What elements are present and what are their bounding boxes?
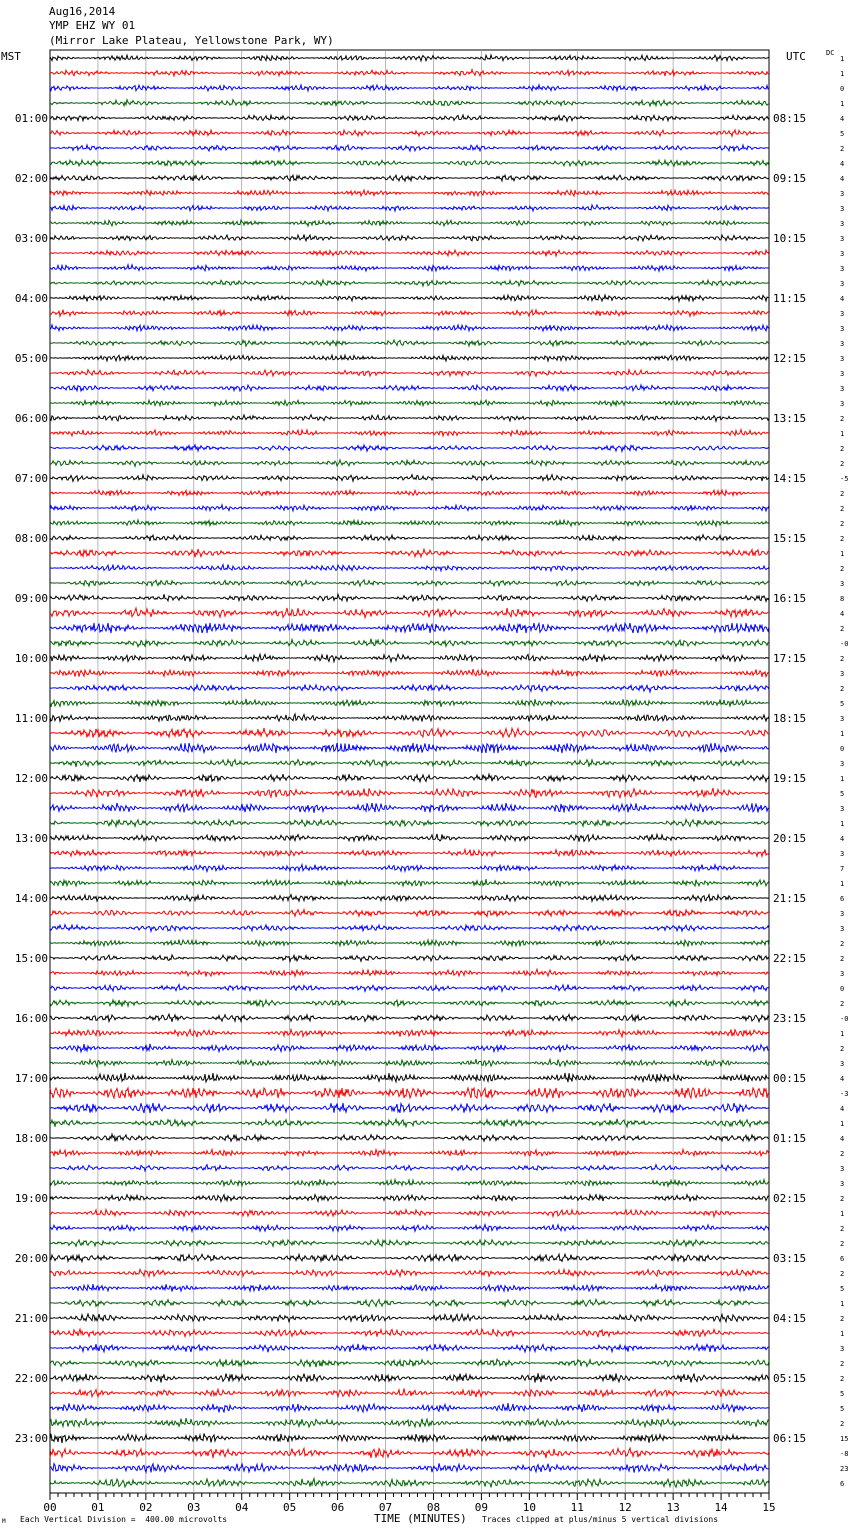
dc-offset-value: 2: [840, 490, 845, 498]
dc-offset-value: 2: [840, 520, 845, 528]
dc-offset-value: 3: [840, 715, 845, 723]
dc-offset-value: 3: [840, 385, 845, 393]
dc-offset-value: 2: [840, 1150, 845, 1158]
dc-offset-value: 4: [840, 1135, 845, 1143]
utc-hour-label: 21:15: [773, 892, 807, 905]
dc-offset-value: 2: [840, 145, 845, 153]
dc-offset-value: 3: [840, 340, 845, 348]
dc-offset-value: 3: [840, 265, 845, 273]
mst-hour-label: 21:00: [14, 1312, 48, 1325]
seismic-trace: [50, 549, 769, 557]
dc-offset-value: 2: [840, 1375, 845, 1383]
seismic-trace: [50, 1433, 769, 1443]
seismic-trace: [50, 623, 769, 633]
dc-offset-value: 2: [840, 625, 845, 633]
seismic-trace: [50, 819, 769, 826]
dc-offset-value: -0: [840, 640, 849, 648]
seismic-trace: [50, 370, 769, 377]
seismic-trace: [50, 565, 769, 571]
seismic-trace: [50, 1359, 769, 1367]
plot-frame: [50, 50, 769, 1493]
seismic-trace: [50, 699, 769, 707]
seismic-trace: [50, 505, 769, 511]
mst-hour-label: 09:00: [14, 592, 48, 605]
mst-hour-label: 13:00: [14, 832, 48, 845]
dc-offset-value: 5: [840, 1405, 845, 1413]
seismic-trace: [50, 1329, 769, 1337]
seismic-trace: [50, 849, 769, 856]
mst-hour-label: 01:00: [14, 112, 48, 125]
dc-offset-value: 2: [840, 565, 845, 573]
seismic-trace: [50, 788, 769, 798]
dc-offset-value: 5: [840, 130, 845, 138]
utc-hour-label: 04:15: [773, 1312, 807, 1325]
seismic-trace: [50, 714, 769, 722]
seismic-trace: [50, 535, 769, 541]
dc-offset-value: 6: [840, 1480, 845, 1488]
seismic-trace: [50, 130, 769, 136]
seismic-trace: [50, 220, 769, 226]
seismic-trace: [50, 55, 769, 61]
utc-hour-label: 08:15: [773, 112, 807, 125]
dc-offset-value: 0: [840, 745, 845, 753]
dc-offset-value: 4: [840, 1075, 845, 1083]
utc-hour-label: 11:15: [773, 292, 807, 305]
dc-offset-value: 3: [840, 925, 845, 933]
dc-offset-value: 2: [840, 460, 845, 468]
dc-offset-value: 2: [840, 1000, 845, 1008]
seismic-trace: [50, 1165, 769, 1171]
seismic-trace: [50, 639, 769, 647]
clipping-note: Traces clipped at plus/minus 5 vertical divisions: [482, 1515, 719, 1524]
seismic-trace: [50, 325, 769, 331]
mst-hour-label: 19:00: [14, 1192, 48, 1205]
x-tick-label: 10: [522, 1501, 536, 1514]
x-tick-label: 07: [378, 1501, 393, 1514]
seismic-trace: [50, 1044, 769, 1052]
utc-hour-label: 15:15: [773, 532, 807, 545]
dc-offset-value: 4: [840, 610, 845, 618]
seismic-trace: [50, 70, 769, 77]
seismic-trace: [50, 1240, 769, 1247]
dc-offset-value: 3: [840, 355, 845, 363]
dc-offset-value: 1: [840, 820, 845, 828]
dc-offset-value: 3: [840, 1165, 845, 1173]
mst-hour-label: 06:00: [14, 412, 48, 425]
seismic-trace: [50, 728, 769, 738]
dc-offset-value: 3: [840, 805, 845, 813]
seismic-trace: [50, 1388, 769, 1397]
plot-date: Aug16,2014: [49, 5, 116, 18]
vertical-division-note: Each Vertical Division = 400.00 microvolts: [20, 1515, 228, 1524]
seismic-trace: [50, 400, 769, 406]
seismic-trace: [50, 1479, 769, 1488]
mst-hour-label: 11:00: [14, 712, 48, 725]
dc-offset-value: 5: [840, 700, 845, 708]
x-tick-label: 09: [474, 1501, 489, 1514]
x-axis-label: TIME (MINUTES): [374, 1512, 467, 1525]
seismic-trace: [50, 1119, 769, 1127]
seismic-trace: [50, 760, 769, 767]
seismic-trace: [50, 1073, 769, 1082]
seismic-trace: [50, 85, 769, 91]
mst-hour-label: 22:00: [14, 1372, 48, 1385]
seismic-trace: [50, 430, 769, 436]
utc-hour-label: 01:15: [773, 1132, 807, 1145]
dc-offset-value: 6: [840, 1255, 845, 1263]
seismic-trace: [50, 190, 769, 196]
dc-offset-value: 1: [840, 1300, 845, 1308]
seismic-trace: [50, 1195, 769, 1202]
dc-offset-value: 3: [840, 1060, 845, 1068]
mst-hour-label: 15:00: [14, 952, 48, 965]
dc-offset-value: -0: [840, 1015, 849, 1023]
mst-hour-label: 02:00: [14, 172, 48, 185]
dc-offset-value: 3: [840, 910, 845, 918]
seismic-trace: [50, 1014, 769, 1022]
seismic-trace: [50, 654, 769, 662]
dc-offset-value: 2: [840, 1270, 845, 1278]
dc-offset-value: 3: [840, 370, 845, 378]
x-tick-label: 03: [187, 1501, 201, 1514]
seismic-trace: [50, 1269, 769, 1276]
mst-hour-label: 20:00: [14, 1252, 48, 1265]
station-code: YMP EHZ WY 01: [49, 19, 136, 32]
dc-offset-value: 2: [840, 1195, 845, 1203]
dc-offset-value: 0: [840, 985, 845, 993]
dc-offset-value: 1: [840, 1210, 845, 1218]
seismic-trace: [50, 1149, 769, 1156]
seismic-trace: [50, 1179, 769, 1186]
dc-offset-value: 2: [840, 1420, 845, 1428]
dc-offset-value: 23: [840, 1465, 849, 1473]
dc-offset-value: -5: [840, 475, 849, 483]
x-tick-label: 02: [139, 1501, 153, 1514]
dc-offset-value: 3: [840, 280, 845, 288]
utc-hour-label: 13:15: [773, 412, 807, 425]
dc-offset-value: 3: [840, 190, 845, 198]
utc-hour-label: 12:15: [773, 352, 807, 365]
seismic-trace: [50, 969, 769, 976]
seismic-trace: [50, 774, 769, 782]
dc-offset-value: 2: [840, 535, 845, 543]
dc-offset-value: 4: [840, 175, 845, 183]
utc-hour-label: 19:15: [773, 772, 807, 785]
utc-hour-label: 02:15: [773, 1192, 807, 1205]
mst-hour-label: 17:00: [14, 1072, 48, 1085]
right-timezone-label: UTC: [786, 50, 806, 63]
seismic-trace: [50, 1029, 769, 1037]
mst-hour-label: 04:00: [14, 292, 48, 305]
seismic-trace: [50, 1254, 769, 1262]
dc-offset-value: 3: [840, 310, 845, 318]
x-tick-label: 06: [330, 1501, 345, 1514]
seismic-trace: [50, 865, 769, 872]
dc-offset-value: 3: [840, 670, 845, 678]
dc-offset-value: 1: [840, 730, 845, 738]
seismic-trace: [50, 1088, 769, 1098]
dc-offset-value: 1: [840, 70, 845, 78]
seismic-trace: [50, 205, 769, 211]
seismic-trace: [50, 445, 769, 452]
dc-offset-value: 2: [840, 1360, 845, 1368]
seismic-trace: [50, 985, 769, 992]
seismic-trace: [50, 1314, 769, 1322]
seismic-trace: [50, 265, 769, 272]
seismic-trace: [50, 879, 769, 886]
seismic-trace: [50, 1373, 769, 1382]
seismic-trace: [50, 160, 769, 166]
seismic-trace: [50, 1000, 769, 1007]
dc-offset-value: 3: [840, 220, 845, 228]
dc-offset-value: 3: [840, 580, 845, 588]
utc-hour-label: 16:15: [773, 592, 807, 605]
seismic-trace: [50, 310, 769, 317]
dc-offset-value: 1: [840, 1120, 845, 1128]
seismic-trace: [50, 100, 769, 106]
dc-offset-value: 1: [840, 55, 845, 63]
dc-offset-value: 2: [840, 505, 845, 513]
dc-offset-value: 2: [840, 955, 845, 963]
seismic-trace: [50, 834, 769, 842]
seismic-trace: [50, 460, 769, 467]
x-tick-label: 04: [235, 1501, 249, 1514]
utc-hour-label: 10:15: [773, 232, 807, 245]
mst-hour-label: 16:00: [14, 1012, 48, 1025]
left-timezone-label: MST: [1, 50, 21, 63]
x-tick-label: 13: [666, 1501, 680, 1514]
dc-offset-value: 3: [840, 1180, 845, 1188]
seismic-trace: [50, 175, 769, 181]
seismic-trace: [50, 490, 769, 496]
x-tick-label: 00: [43, 1501, 57, 1514]
seismic-trace: [50, 803, 769, 813]
seismic-trace: [50, 1418, 769, 1427]
x-tick-label: 05: [283, 1501, 297, 1514]
mst-hour-label: 14:00: [14, 892, 48, 905]
dc-offset-value: 2: [840, 1315, 845, 1323]
seismic-trace: [50, 475, 769, 482]
dc-offset-value: 1: [840, 430, 845, 438]
dc-offset-value: 3: [840, 325, 845, 333]
dc-offset-value: 4: [840, 160, 845, 168]
seismic-trace: [50, 1284, 769, 1291]
dc-offset-value: 3: [840, 205, 845, 213]
footer-mark: M: [2, 1518, 6, 1525]
seismic-trace: [50, 910, 769, 917]
dc-offset-value: 2: [840, 1045, 845, 1053]
dc-offset-value: 3: [840, 400, 845, 408]
seismic-trace: [50, 1134, 769, 1141]
seismic-trace: [50, 295, 769, 301]
dc-offset-value: 1: [840, 880, 845, 888]
utc-hour-label: 05:15: [773, 1372, 807, 1385]
seismic-trace: [50, 280, 769, 286]
dc-offset-value: 1: [840, 100, 845, 108]
seismic-trace: [50, 594, 769, 601]
seismic-trace: [50, 940, 769, 947]
dc-offset-value: 4: [840, 115, 845, 123]
seismic-trace: [50, 1344, 769, 1352]
seismic-trace: [50, 145, 769, 152]
seismic-trace: [50, 1463, 769, 1472]
dc-offset-value: 4: [840, 835, 845, 843]
mst-hour-label: 10:00: [14, 652, 48, 665]
dc-offset-value: 5: [840, 1285, 845, 1293]
mst-hour-label: 18:00: [14, 1132, 48, 1145]
x-tick-label: 01: [91, 1501, 105, 1514]
dc-offset-value: 4: [840, 1105, 845, 1113]
seismic-trace: [50, 895, 769, 902]
dc-offset-value: 3: [840, 235, 845, 243]
dc-offset-value: 2: [840, 655, 845, 663]
seismic-trace: [50, 1224, 769, 1231]
dc-offset-value: 1: [840, 1030, 845, 1038]
utc-hour-label: 00:15: [773, 1072, 807, 1085]
station-location: (Mirror Lake Plateau, Yellowstone Park, WY): [49, 34, 334, 47]
dc-offset-value: 15: [840, 1435, 849, 1443]
dc-offset-value: 2: [840, 445, 845, 453]
utc-hour-label: 22:15: [773, 952, 807, 965]
seismic-trace: [50, 340, 769, 346]
utc-hour-label: 17:15: [773, 652, 807, 665]
dc-offset-value: 5: [840, 1390, 845, 1398]
dc-offset-value: 1: [840, 1330, 845, 1338]
seismic-trace: [50, 250, 769, 256]
seismic-trace: [50, 955, 769, 962]
utc-hour-label: 18:15: [773, 712, 807, 725]
dc-offset-value: 2: [840, 1240, 845, 1248]
dc-offset-value: 7: [840, 865, 845, 873]
x-tick-label: 14: [714, 1501, 728, 1514]
dc-offset-value: -3: [840, 1090, 849, 1098]
dc-offset-header: DC: [826, 49, 835, 57]
mst-hour-label: 23:00: [14, 1432, 48, 1445]
seismic-trace: [50, 234, 769, 240]
seismic-trace: [50, 355, 769, 361]
utc-hour-label: 09:15: [773, 172, 807, 185]
utc-hour-label: 23:15: [773, 1012, 807, 1025]
seismic-trace: [50, 1448, 769, 1458]
mst-hour-label: 08:00: [14, 532, 48, 545]
x-tick-label: 08: [426, 1501, 441, 1514]
seismic-trace: [50, 669, 769, 677]
seismic-trace: [50, 1210, 769, 1217]
seismic-trace: [50, 608, 769, 618]
seismic-trace: [50, 684, 769, 691]
dc-offset-value: -8: [840, 1450, 849, 1458]
dc-offset-value: 2: [840, 415, 845, 423]
dc-offset-value: 1: [840, 550, 845, 558]
x-tick-label: 12: [618, 1501, 632, 1514]
utc-hour-label: 06:15: [773, 1432, 807, 1445]
mst-hour-label: 05:00: [14, 352, 48, 365]
mst-hour-label: 12:00: [14, 772, 48, 785]
dc-offset-value: 8: [840, 595, 845, 603]
dc-offset-value: 4: [840, 295, 845, 303]
seismic-trace: [50, 520, 769, 526]
dc-offset-value: 2: [840, 940, 845, 948]
seismic-trace: [50, 115, 769, 121]
utc-hour-label: 03:15: [773, 1252, 807, 1265]
dc-offset-value: 3: [840, 1345, 845, 1353]
seismic-trace: [50, 1103, 769, 1113]
dc-offset-value: 3: [840, 760, 845, 768]
x-tick-label: 11: [570, 1501, 584, 1514]
x-tick-label: 15: [762, 1501, 776, 1514]
seismic-trace: [50, 385, 769, 391]
seismic-trace: [50, 415, 769, 421]
dc-offset-value: 2: [840, 1225, 845, 1233]
dc-offset-value: 6: [840, 895, 845, 903]
seismic-trace: [50, 1059, 769, 1066]
dc-offset-value: 0: [840, 85, 845, 93]
seismic-trace: [50, 925, 769, 932]
dc-offset-value: 5: [840, 790, 845, 798]
utc-hour-label: 20:15: [773, 832, 807, 845]
dc-offset-value: 1: [840, 775, 845, 783]
seismic-trace: [50, 1403, 769, 1413]
dc-offset-value: 2: [840, 685, 845, 693]
dc-offset-value: 3: [840, 970, 845, 978]
seismic-trace: [50, 580, 769, 586]
seismic-trace: [50, 743, 769, 753]
seismic-trace: [50, 1299, 769, 1306]
mst-hour-label: 03:00: [14, 232, 48, 245]
dc-offset-value: 3: [840, 850, 845, 858]
utc-hour-label: 14:15: [773, 472, 807, 485]
mst-hour-label: 07:00: [14, 472, 48, 485]
dc-offset-value: 3: [840, 250, 845, 258]
